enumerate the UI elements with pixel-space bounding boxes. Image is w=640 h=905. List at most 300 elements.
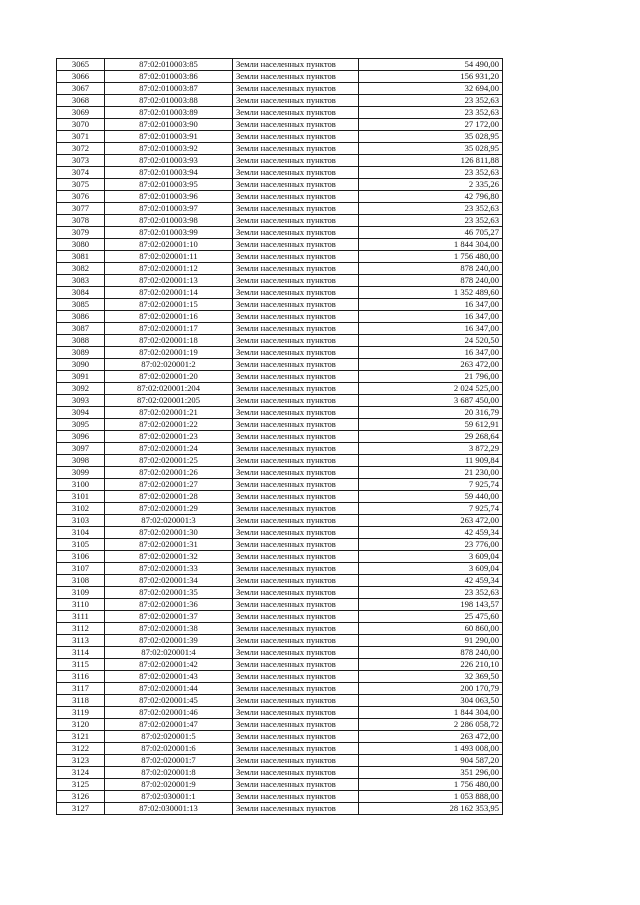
- land-category-cell: Земли населенных пунктов: [233, 215, 359, 227]
- cadastral-number-cell: 87:02:010003:93: [105, 155, 233, 167]
- cadastral-number-cell: 87:02:020001:14: [105, 287, 233, 299]
- table-row: [57, 791, 503, 803]
- cadastral-number-cell: 87:02:020001:16: [105, 311, 233, 323]
- cadastral-number-cell: 87:02:020001:43: [105, 671, 233, 683]
- row-number-cell: 3066: [57, 71, 105, 83]
- land-category-cell: Земли населенных пунктов: [233, 263, 359, 275]
- row-number-cell: 3070: [57, 119, 105, 131]
- land-category-cell: Земли населенных пунктов: [233, 275, 359, 287]
- row-number-cell: 3108: [57, 575, 105, 587]
- table-row: [57, 707, 503, 719]
- cadastral-value-cell: 42 459,34: [359, 575, 503, 587]
- cadastral-number-cell: 87:02:020001:3: [105, 515, 233, 527]
- cadastral-value-cell: 878 240,00: [359, 647, 503, 659]
- cadastral-value-cell: 1 352 489,60: [359, 287, 503, 299]
- table-row: [57, 479, 503, 491]
- cadastral-number-cell: 87:02:020001:21: [105, 407, 233, 419]
- table-row: [57, 623, 503, 635]
- cadastral-value-cell: 1 756 480,00: [359, 779, 503, 791]
- cadastral-value-cell: 59 612,91: [359, 419, 503, 431]
- cadastral-value-cell: 23 352,63: [359, 587, 503, 599]
- cadastral-value-cell: 21 230,00: [359, 467, 503, 479]
- table-row: [57, 575, 503, 587]
- cadastral-value-cell: 1 756 480,00: [359, 251, 503, 263]
- land-category-cell: Земли населенных пунктов: [233, 563, 359, 575]
- cadastral-number-cell: 87:02:010003:90: [105, 119, 233, 131]
- land-category-cell: Земли населенных пунктов: [233, 311, 359, 323]
- table-row: [57, 263, 503, 275]
- cadastral-value-cell: 878 240,00: [359, 275, 503, 287]
- table-row: [57, 215, 503, 227]
- table-row: [57, 443, 503, 455]
- row-number-cell: 3065: [57, 59, 105, 71]
- cadastral-number-cell: 87:02:020001:39: [105, 635, 233, 647]
- table-row: [57, 59, 503, 71]
- table-row: [57, 95, 503, 107]
- cadastral-number-cell: 87:02:010003:96: [105, 191, 233, 203]
- row-number-cell: 3105: [57, 539, 105, 551]
- cadastral-number-cell: 87:02:020001:11: [105, 251, 233, 263]
- cadastral-number-cell: 87:02:010003:95: [105, 179, 233, 191]
- land-category-cell: Земли населенных пунктов: [233, 731, 359, 743]
- cadastral-value-cell: 16 347,00: [359, 299, 503, 311]
- cadastral-number-cell: 87:02:010003:97: [105, 203, 233, 215]
- cadastral-value-cell: 23 776,00: [359, 539, 503, 551]
- table-row: [57, 395, 503, 407]
- row-number-cell: 3103: [57, 515, 105, 527]
- cadastral-number-cell: 87:02:020001:4: [105, 647, 233, 659]
- land-category-cell: Земли населенных пунктов: [233, 107, 359, 119]
- cadastral-value-cell: 2 024 525,00: [359, 383, 503, 395]
- cadastral-value-cell: 3 609,04: [359, 551, 503, 563]
- cadastral-value-cell: 21 796,00: [359, 371, 503, 383]
- cadastral-number-cell: 87:02:020001:34: [105, 575, 233, 587]
- land-category-cell: Земли населенных пунктов: [233, 335, 359, 347]
- land-category-cell: Земли населенных пунктов: [233, 203, 359, 215]
- cadastral-number-cell: 87:02:020001:29: [105, 503, 233, 515]
- cadastral-number-cell: 87:02:020001:5: [105, 731, 233, 743]
- table-row: [57, 539, 503, 551]
- land-category-cell: Земли населенных пунктов: [233, 227, 359, 239]
- cadastral-value-cell: 16 347,00: [359, 323, 503, 335]
- land-category-cell: Земли населенных пунктов: [233, 635, 359, 647]
- cadastral-value-cell: 226 210,10: [359, 659, 503, 671]
- cadastral-number-cell: 87:02:020001:36: [105, 599, 233, 611]
- land-category-cell: Земли населенных пунктов: [233, 491, 359, 503]
- table-row: [57, 683, 503, 695]
- cadastral-number-cell: 87:02:010003:98: [105, 215, 233, 227]
- row-number-cell: 3093: [57, 395, 105, 407]
- table-row: [57, 491, 503, 503]
- cadastral-value-cell: 351 296,00: [359, 767, 503, 779]
- cadastral-value-cell: 28 162 353,95: [359, 803, 503, 815]
- row-number-cell: 3109: [57, 587, 105, 599]
- table-row: [57, 515, 503, 527]
- row-number-cell: 3094: [57, 407, 105, 419]
- cadastral-number-cell: 87:02:020001:23: [105, 431, 233, 443]
- cadastral-number-cell: 87:02:020001:27: [105, 479, 233, 491]
- cadastral-number-cell: 87:02:020001:42: [105, 659, 233, 671]
- table-row: [57, 359, 503, 371]
- cadastral-value-cell: 1 493 008,00: [359, 743, 503, 755]
- cadastral-number-cell: 87:02:020001:18: [105, 335, 233, 347]
- table-row: [57, 467, 503, 479]
- row-number-cell: 3090: [57, 359, 105, 371]
- row-number-cell: 3086: [57, 311, 105, 323]
- cadastral-value-cell: 23 352,63: [359, 95, 503, 107]
- row-number-cell: 3123: [57, 755, 105, 767]
- cadastral-value-cell: 263 472,00: [359, 359, 503, 371]
- table-row: [57, 383, 503, 395]
- cadastral-value-cell: 23 352,63: [359, 203, 503, 215]
- cadastral-number-cell: 87:02:020001:31: [105, 539, 233, 551]
- row-number-cell: 3072: [57, 143, 105, 155]
- land-category-cell: Земли населенных пунктов: [233, 515, 359, 527]
- table-row: [57, 455, 503, 467]
- cadastral-number-cell: 87:02:020001:205: [105, 395, 233, 407]
- cadastral-number-cell: 87:02:020001:37: [105, 611, 233, 623]
- row-number-cell: 3124: [57, 767, 105, 779]
- cadastral-number-cell: 87:02:020001:30: [105, 527, 233, 539]
- cadastral-number-cell: 87:02:020001:25: [105, 455, 233, 467]
- row-number-cell: 3077: [57, 203, 105, 215]
- cadastral-number-cell: 87:02:020001:38: [105, 623, 233, 635]
- table-row: [57, 527, 503, 539]
- row-number-cell: 3117: [57, 683, 105, 695]
- cadastral-number-cell: 87:02:020001:22: [105, 419, 233, 431]
- land-category-cell: Земли населенных пунктов: [233, 95, 359, 107]
- cadastral-value-cell: 198 143,57: [359, 599, 503, 611]
- cadastral-value-cell: 32 694,00: [359, 83, 503, 95]
- row-number-cell: 3107: [57, 563, 105, 575]
- cadastral-value-cell: 46 705,27: [359, 227, 503, 239]
- cadastral-value-cell: 27 172,00: [359, 119, 503, 131]
- table-row: [57, 371, 503, 383]
- land-category-cell: Земли населенных пунктов: [233, 191, 359, 203]
- land-category-cell: Земли населенных пунктов: [233, 695, 359, 707]
- land-category-cell: Земли населенных пунктов: [233, 83, 359, 95]
- cadastral-number-cell: 87:02:010003:91: [105, 131, 233, 143]
- cadastral-value-cell: 11 909,84: [359, 455, 503, 467]
- table-row: [57, 227, 503, 239]
- row-number-cell: 3081: [57, 251, 105, 263]
- cadastral-value-cell: 60 860,00: [359, 623, 503, 635]
- row-number-cell: 3112: [57, 623, 105, 635]
- row-number-cell: 3075: [57, 179, 105, 191]
- row-number-cell: 3073: [57, 155, 105, 167]
- table-row: [57, 179, 503, 191]
- row-number-cell: 3088: [57, 335, 105, 347]
- row-number-cell: 3125: [57, 779, 105, 791]
- cadastral-number-cell: 87:02:020001:13: [105, 275, 233, 287]
- land-category-cell: Земли населенных пунктов: [233, 719, 359, 731]
- table-row: [57, 155, 503, 167]
- land-category-cell: Земли населенных пунктов: [233, 659, 359, 671]
- cadastral-number-cell: 87:02:010003:85: [105, 59, 233, 71]
- row-number-cell: 3085: [57, 299, 105, 311]
- table-row: [57, 587, 503, 599]
- cadastral-number-cell: 87:02:020001:47: [105, 719, 233, 731]
- table-row: [57, 803, 503, 815]
- cadastral-number-cell: 87:02:030001:1: [105, 791, 233, 803]
- land-category-cell: Земли населенных пунктов: [233, 419, 359, 431]
- land-category-cell: Земли населенных пунктов: [233, 431, 359, 443]
- land-category-cell: Земли населенных пунктов: [233, 443, 359, 455]
- cadastral-value-cell: 2 286 058,72: [359, 719, 503, 731]
- row-number-cell: 3111: [57, 611, 105, 623]
- row-number-cell: 3102: [57, 503, 105, 515]
- cadastral-number-cell: 87:02:020001:2: [105, 359, 233, 371]
- table-row: [57, 731, 503, 743]
- land-category-cell: Земли населенных пунктов: [233, 71, 359, 83]
- row-number-cell: 3071: [57, 131, 105, 143]
- cadastral-value-cell: 263 472,00: [359, 515, 503, 527]
- table-row: [57, 83, 503, 95]
- row-number-cell: 3121: [57, 731, 105, 743]
- land-category-cell: Земли населенных пунктов: [233, 407, 359, 419]
- cadastral-number-cell: 87:02:020001:24: [105, 443, 233, 455]
- land-category-cell: Земли населенных пунктов: [233, 287, 359, 299]
- row-number-cell: 3126: [57, 791, 105, 803]
- table-row: [57, 347, 503, 359]
- land-category-cell: Земли населенных пунктов: [233, 803, 359, 815]
- cadastral-number-cell: 87:02:020001:10: [105, 239, 233, 251]
- cadastral-number-cell: 87:02:020001:6: [105, 743, 233, 755]
- cadastral-value-cell: 42 459,34: [359, 527, 503, 539]
- row-number-cell: 3101: [57, 491, 105, 503]
- table-row: [57, 203, 503, 215]
- land-category-cell: Земли населенных пунктов: [233, 623, 359, 635]
- table-row: [57, 119, 503, 131]
- land-category-cell: Земли населенных пунктов: [233, 371, 359, 383]
- row-number-cell: 3076: [57, 191, 105, 203]
- row-number-cell: 3095: [57, 419, 105, 431]
- cadastral-value-cell: 156 931,20: [359, 71, 503, 83]
- table-row: [57, 107, 503, 119]
- table-row: [57, 671, 503, 683]
- land-category-cell: Земли населенных пунктов: [233, 671, 359, 683]
- land-category-cell: Земли населенных пунктов: [233, 503, 359, 515]
- cadastral-value-cell: 7 925,74: [359, 503, 503, 515]
- cadastral-value-cell: 126 811,88: [359, 155, 503, 167]
- cadastral-value-cell: 3 687 450,00: [359, 395, 503, 407]
- cadastral-number-cell: 87:02:010003:99: [105, 227, 233, 239]
- table-row: [57, 143, 503, 155]
- cadastral-number-cell: 87:02:020001:20: [105, 371, 233, 383]
- cadastral-value-cell: 20 316,79: [359, 407, 503, 419]
- table-row: [57, 719, 503, 731]
- table-row: [57, 287, 503, 299]
- table-row: [57, 299, 503, 311]
- row-number-cell: 3100: [57, 479, 105, 491]
- land-category-cell: Земли населенных пунктов: [233, 539, 359, 551]
- land-category-cell: Земли населенных пунктов: [233, 755, 359, 767]
- row-number-cell: 3084: [57, 287, 105, 299]
- cadastral-value-cell: 54 490,00: [359, 59, 503, 71]
- row-number-cell: 3110: [57, 599, 105, 611]
- row-number-cell: 3096: [57, 431, 105, 443]
- table-row: [57, 323, 503, 335]
- table-row: [57, 71, 503, 83]
- row-number-cell: 3082: [57, 263, 105, 275]
- cadastral-number-cell: 87:02:020001:8: [105, 767, 233, 779]
- cadastral-number-cell: 87:02:020001:17: [105, 323, 233, 335]
- cadastral-number-cell: 87:02:010003:87: [105, 83, 233, 95]
- table-row: [57, 275, 503, 287]
- table-row: [57, 419, 503, 431]
- cadastral-number-cell: 87:02:020001:15: [105, 299, 233, 311]
- land-category-cell: Земли населенных пунктов: [233, 251, 359, 263]
- land-category-cell: Земли населенных пунктов: [233, 239, 359, 251]
- row-number-cell: 3068: [57, 95, 105, 107]
- land-category-cell: Земли населенных пунктов: [233, 383, 359, 395]
- cadastral-number-cell: 87:02:020001:32: [105, 551, 233, 563]
- land-category-cell: Земли населенных пунктов: [233, 131, 359, 143]
- cadastral-number-cell: 87:02:020001:204: [105, 383, 233, 395]
- land-category-cell: Земли населенных пунктов: [233, 767, 359, 779]
- cadastral-value-cell: 7 925,74: [359, 479, 503, 491]
- row-number-cell: 3080: [57, 239, 105, 251]
- cadastral-value-cell: 23 352,63: [359, 107, 503, 119]
- cadastral-value-cell: 3 872,29: [359, 443, 503, 455]
- land-category-cell: Земли населенных пунктов: [233, 359, 359, 371]
- land-cadastral-table: [56, 58, 503, 815]
- cadastral-value-cell: 91 290,00: [359, 635, 503, 647]
- row-number-cell: 3092: [57, 383, 105, 395]
- land-category-cell: Земли населенных пунктов: [233, 575, 359, 587]
- row-number-cell: 3097: [57, 443, 105, 455]
- land-category-cell: Земли населенных пунктов: [233, 779, 359, 791]
- cadastral-value-cell: 32 369,50: [359, 671, 503, 683]
- row-number-cell: 3104: [57, 527, 105, 539]
- land-category-cell: Земли населенных пунктов: [233, 683, 359, 695]
- cadastral-value-cell: 3 609,04: [359, 563, 503, 575]
- table-row: [57, 563, 503, 575]
- row-number-cell: 3083: [57, 275, 105, 287]
- land-category-cell: Земли населенных пунктов: [233, 587, 359, 599]
- row-number-cell: 3118: [57, 695, 105, 707]
- table-row: [57, 695, 503, 707]
- table-row: [57, 431, 503, 443]
- table-row: [57, 167, 503, 179]
- cadastral-number-cell: 87:02:010003:86: [105, 71, 233, 83]
- row-number-cell: 3120: [57, 719, 105, 731]
- cadastral-value-cell: 904 587,20: [359, 755, 503, 767]
- cadastral-number-cell: 87:02:020001:7: [105, 755, 233, 767]
- table-row: [57, 131, 503, 143]
- cadastral-value-cell: 59 440,00: [359, 491, 503, 503]
- cadastral-value-cell: 29 268,64: [359, 431, 503, 443]
- row-number-cell: 3116: [57, 671, 105, 683]
- cadastral-number-cell: 87:02:020001:28: [105, 491, 233, 503]
- cadastral-value-cell: 23 352,63: [359, 167, 503, 179]
- land-category-cell: Земли населенных пунктов: [233, 299, 359, 311]
- row-number-cell: 3069: [57, 107, 105, 119]
- cadastral-number-cell: 87:02:020001:19: [105, 347, 233, 359]
- cadastral-value-cell: 25 475,60: [359, 611, 503, 623]
- cadastral-value-cell: 1 844 304,00: [359, 707, 503, 719]
- row-number-cell: 3091: [57, 371, 105, 383]
- cadastral-value-cell: 16 347,00: [359, 311, 503, 323]
- table-row: [57, 599, 503, 611]
- cadastral-number-cell: 87:02:010003:88: [105, 95, 233, 107]
- row-number-cell: 3106: [57, 551, 105, 563]
- row-number-cell: 3119: [57, 707, 105, 719]
- row-number-cell: 3122: [57, 743, 105, 755]
- row-number-cell: 3115: [57, 659, 105, 671]
- cadastral-number-cell: 87:02:020001:12: [105, 263, 233, 275]
- table-row: [57, 335, 503, 347]
- land-category-cell: Земли населенных пунктов: [233, 347, 359, 359]
- land-category-cell: Земли населенных пунктов: [233, 551, 359, 563]
- table-row: [57, 551, 503, 563]
- cadastral-value-cell: 35 028,95: [359, 143, 503, 155]
- cadastral-value-cell: 24 520,50: [359, 335, 503, 347]
- land-category-cell: Земли населенных пунктов: [233, 323, 359, 335]
- land-category-cell: Земли населенных пунктов: [233, 467, 359, 479]
- table-row: [57, 503, 503, 515]
- land-category-cell: Земли населенных пунктов: [233, 119, 359, 131]
- cadastral-value-cell: 23 352,63: [359, 215, 503, 227]
- land-category-cell: Земли населенных пунктов: [233, 527, 359, 539]
- row-number-cell: 3113: [57, 635, 105, 647]
- cadastral-value-cell: 42 796,80: [359, 191, 503, 203]
- land-category-cell: Земли населенных пунктов: [233, 647, 359, 659]
- row-number-cell: 3078: [57, 215, 105, 227]
- row-number-cell: 3127: [57, 803, 105, 815]
- table-row: [57, 611, 503, 623]
- table-body: [57, 59, 503, 815]
- cadastral-number-cell: 87:02:020001:45: [105, 695, 233, 707]
- row-number-cell: 3087: [57, 323, 105, 335]
- land-category-cell: Земли населенных пунктов: [233, 707, 359, 719]
- cadastral-number-cell: 87:02:010003:92: [105, 143, 233, 155]
- cadastral-number-cell: 87:02:020001:9: [105, 779, 233, 791]
- land-category-cell: Земли населенных пунктов: [233, 167, 359, 179]
- table-row: [57, 311, 503, 323]
- land-category-cell: Земли населенных пунктов: [233, 455, 359, 467]
- row-number-cell: 3074: [57, 167, 105, 179]
- table-row: [57, 743, 503, 755]
- cadastral-value-cell: 878 240,00: [359, 263, 503, 275]
- table-row: [57, 635, 503, 647]
- land-category-cell: Земли населенных пунктов: [233, 395, 359, 407]
- land-category-cell: Земли населенных пунктов: [233, 791, 359, 803]
- table-row: [57, 407, 503, 419]
- cadastral-value-cell: 35 028,95: [359, 131, 503, 143]
- land-category-cell: Земли населенных пунктов: [233, 143, 359, 155]
- table-row: [57, 755, 503, 767]
- cadastral-value-cell: 304 063,50: [359, 695, 503, 707]
- land-category-cell: Земли населенных пунктов: [233, 155, 359, 167]
- land-category-cell: Земли населенных пунктов: [233, 59, 359, 71]
- row-number-cell: 3079: [57, 227, 105, 239]
- cadastral-number-cell: 87:02:020001:46: [105, 707, 233, 719]
- cadastral-number-cell: 87:02:010003:89: [105, 107, 233, 119]
- cadastral-number-cell: 87:02:020001:26: [105, 467, 233, 479]
- table-row: [57, 191, 503, 203]
- cadastral-value-cell: 16 347,00: [359, 347, 503, 359]
- cadastral-number-cell: 87:02:020001:33: [105, 563, 233, 575]
- cadastral-number-cell: 87:02:020001:35: [105, 587, 233, 599]
- table-row: [57, 779, 503, 791]
- land-category-cell: Земли населенных пунктов: [233, 479, 359, 491]
- table-row: [57, 767, 503, 779]
- cadastral-number-cell: 87:02:030001:13: [105, 803, 233, 815]
- table-row: [57, 251, 503, 263]
- table-row: [57, 647, 503, 659]
- row-number-cell: 3098: [57, 455, 105, 467]
